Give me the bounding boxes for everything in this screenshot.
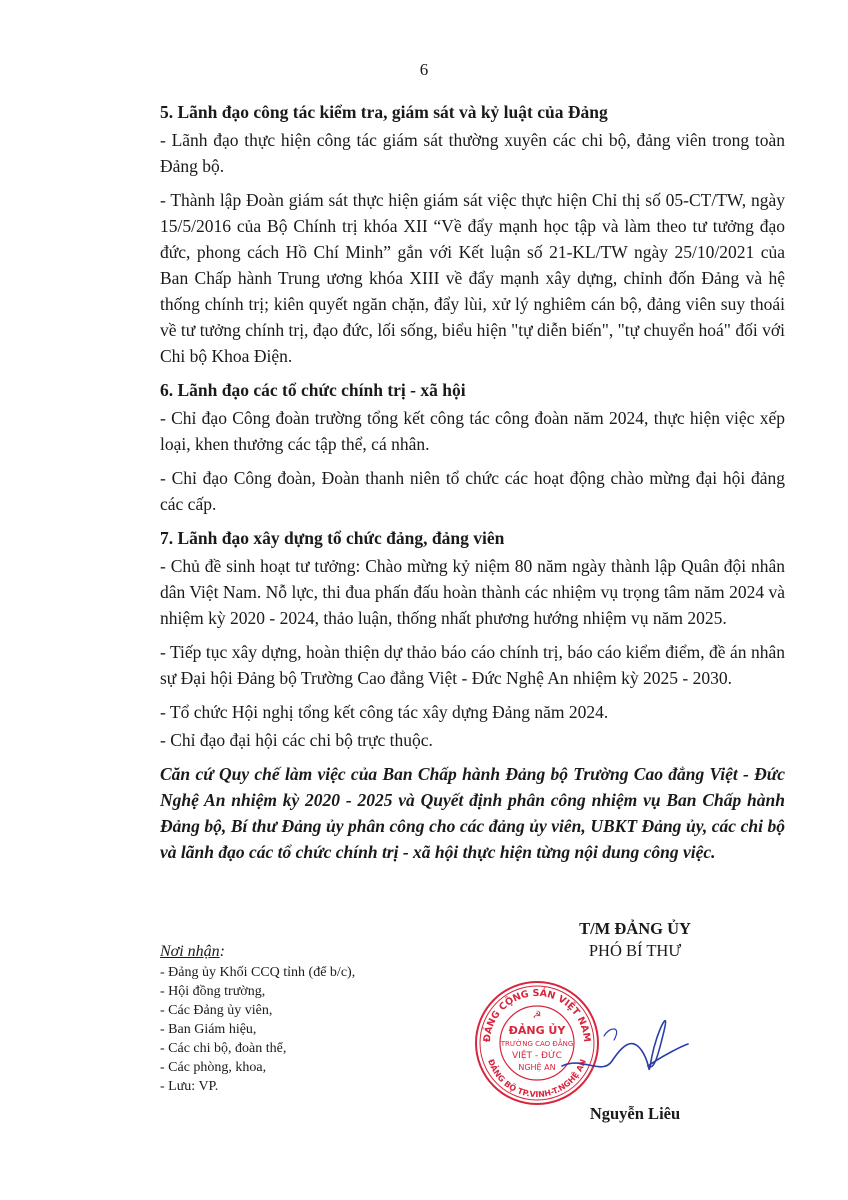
signer-name: Nguyễn Liêu: [589, 1104, 681, 1123]
paragraph: - Tiếp tục xây dựng, hoàn thiện dự thảo báo cáo chính trị, báo cáo kiểm điểm, đề án nhân sự Đại hội Đảng bộ Trường Cao đẳng Việt - Đức Nghệ An nhiệm kỳ 2025 - 2030.: [160, 642, 785, 688]
section-heading: 7. Lãnh đạo xây dựng tổ chức đảng, đảng viên: [160, 528, 505, 548]
seal-outer-bottom-text: ĐẢNG BỘ TP.VINH-T.NGHỆ AN: [486, 1057, 588, 1100]
recipient-item: - Lưu: VP.: [160, 1079, 219, 1094]
recipient-item: - Ban Giám hiệu,: [160, 1022, 257, 1037]
seal-outer-top-text: ĐẢNG CỘNG SẢN VIỆT NAM: [481, 987, 593, 1043]
hammer-sickle-icon: ☭: [532, 1010, 542, 1021]
section-heading: 5. Lãnh đạo công tác kiểm tra, giám sát và kỷ luật của Đảng: [160, 102, 608, 122]
section-7: [160, 525, 785, 753]
recipient-item: - Các phòng, khoa,: [160, 1060, 267, 1075]
paragraph: - Thành lập Đoàn giám sát thực hiện giám sát việc thực hiện Chỉ thị số 05-CT/TW, ngày 15/5/2016 của Bộ Chính trị khóa XII “Về đẩy mạnh học tập và làm theo tư tưởng đạo đức, phong cách Hồ Chí Minh” gắn với Kết luận số 21-KL/TW ngày 25/10/2021 của Ban Chấp hành Trung ương khóa XIII về đẩy mạnh xây dựng, chỉnh đốn Đảng và hệ thống chính trị; kiên quyết ngăn chặn, đẩy lùi, xử lý nghiêm cán bộ, đảng viên suy thoái về tư tưởng chính trị, đạo đức, lối sống, biểu hiện "tự diễn biến", "tự chuyển hoá" đối với Chi bộ Khoa Điện.: [160, 190, 785, 366]
section-6: [160, 377, 785, 517]
recipients-block: [160, 942, 480, 1096]
page-number: 6: [419, 60, 429, 79]
paragraph: - Chỉ đạo Công đoàn, Đoàn thanh niên tổ chức các hoạt động chào mừng đại hội đảng các cấp.: [160, 468, 785, 514]
section-5: [160, 99, 785, 369]
recipient-item: - Các chi bộ, đoàn thể,: [160, 1041, 287, 1056]
seal-line2: TRƯỜNG CAO ĐẲNG: [500, 1040, 574, 1048]
section-heading: 6. Lãnh đạo các tổ chức chính trị - xã hội: [160, 380, 466, 400]
seal-line4: NGHỆ AN: [518, 1063, 556, 1072]
closing-paragraph: Căn cứ Quy chế làm việc của Ban Chấp hành Đảng bộ Trường Cao đẳng Việt - Đức Nghệ An nhiệm kỳ 2020 - 2025 và Quyết định phân công nhiệm vụ Ban Chấp hành Đảng bộ, Bí thư Đảng ủy phân công cho các đảng ủy viên, UBKT Đảng ủy, các chi bộ và lãnh đạo các tổ chức chính trị - xã hội thực hiện từng nội dung công việc.: [160, 764, 785, 862]
recipient-item: - Đảng ủy Khối CCQ tỉnh (để b/c),: [160, 965, 356, 980]
recipients-title: [160, 942, 480, 961]
handwritten-signature-icon: [552, 996, 692, 1096]
paragraph: - Lãnh đạo thực hiện công tác giám sát thường xuyên các chi bộ, đảng viên trong toàn Đảng bộ.: [160, 130, 785, 176]
seal-line1: ĐẢNG ỦY: [508, 1024, 566, 1037]
signature-title: PHÓ BÍ THƯ: [588, 941, 682, 960]
recipients-list: [160, 963, 480, 1096]
paragraph: - Chỉ đạo Công đoàn trường tổng kết công tác công đoàn năm 2024, thực hiện việc xếp loại, khen thưởng các tập thể, cá nhân.: [160, 408, 785, 454]
recipients-title-text: Nơi nhận: [160, 943, 220, 960]
paragraph: - Chỉ đạo đại hội các chi bộ trực thuộc.: [160, 730, 433, 750]
recipients-title-colon: :: [219, 943, 225, 960]
recipient-item: - Các Đảng ủy viên,: [160, 1003, 273, 1018]
paragraph: - Tổ chức Hội nghị tổng kết công tác xây dựng Đảng năm 2024.: [160, 702, 609, 722]
document-body: [160, 95, 785, 883]
seal-line3: VIỆT - ĐỨC: [512, 1051, 562, 1061]
paragraph: - Chủ đề sinh hoạt tư tưởng: Chào mừng kỷ niệm 80 năm ngày thành lập Quân đội nhân dân Việt Nam. Nỗ lực, thi đua phấn đấu hoàn thành các nhiệm vụ trọng tâm năm 2024 và nhiệm kỳ 2020 - 2024, thảo luận, thống nhất phương hướng nhiệm vụ năm 2025.: [160, 556, 785, 628]
signature-block: [520, 918, 750, 962]
recipient-item: - Hội đồng trường,: [160, 984, 266, 999]
signature-org: T/M ĐẢNG ỦY: [579, 919, 691, 938]
